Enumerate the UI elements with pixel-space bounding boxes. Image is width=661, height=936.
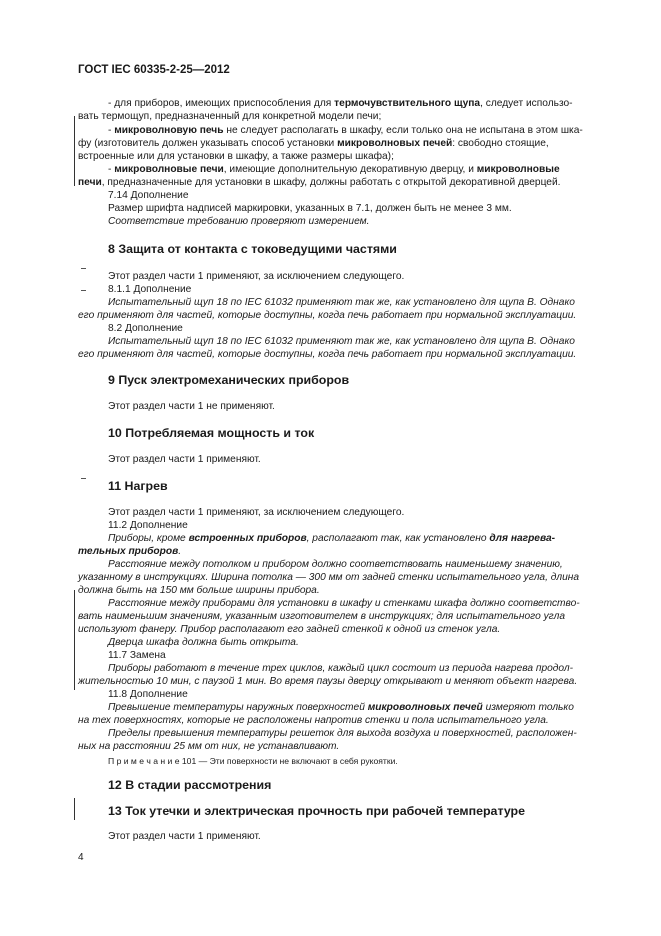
paragraph-line: Этот раздел части 1 применяют, за исключением следующего. [108,271,405,282]
paragraph-line: на тех поверхностях, которые не расположены напротив стенки и пола испытательного угла. [78,715,549,726]
paragraph-line: встроенные или для установки в шкафу, а также размеры шкафа); [78,151,394,162]
paragraph-line: указанному в инструкциях. Ширина потолка — 300 мм от задней стенки испытательного угла, длина [78,572,580,583]
section-heading: 8 Защита от контакта с токоведущими частями [108,242,397,256]
paragraph-line: вать термощуп, предназначенный для конкретной модели печи; [78,111,382,122]
clause-number: 7.14 Дополнение [108,190,189,201]
paragraph-line: должна быть на 150 мм больше ширины прибора. [78,585,320,596]
paragraph-line: Расстояние между приборами для установки в шкафу и стенками шкафа должно соответство- [108,598,580,609]
revision-mark [81,268,86,269]
paragraph-line: - микроволновые печи, имеющие дополнительную декоративную дверцу, и микроволновые [108,164,560,175]
change-bar [74,798,75,820]
revision-mark [81,290,86,291]
paragraph-line: фу (изготовитель должен указывать способ установки микроволновых печей: свободно стоящие, [78,138,549,149]
change-bar [74,116,75,186]
clause-number: 11.7 Замена [108,650,166,661]
paragraph-line: Дверца шкафа должна быть открыта. [108,637,299,648]
paragraph-line: - микроволновую печь не следует располагать в шкафу, если только она не испытана в этом шка- [108,125,583,136]
paragraph-line: Приборы работают в течение трех циклов, каждый цикл состоит из периода нагрева продол- [108,663,574,674]
section-heading: 12 В стадии рассмотрения [108,778,272,792]
paragraph-line: Пределы превышения температуры решеток для выхода воздуха и поверхностей, расположен- [108,728,577,739]
section-heading: 11 Нагрев [108,479,168,493]
section-heading: 9 Пуск электромеханических приборов [108,373,350,387]
clause-number: 8.2 Дополнение [108,323,183,334]
clause-number: 11.8 Дополнение [108,689,188,700]
clause-number: 8.1.1 Дополнение [108,284,192,295]
change-bar [74,590,75,690]
clause-number: 11.2 Дополнение [108,520,188,531]
paragraph-line: Расстояние между потолком и прибором должно соответствовать наименьшему значению, [108,559,563,570]
document-header: ГОСТ IEC 60335-2-25—2012 [78,64,230,76]
paragraph-line: Этот раздел части 1 применяют. [108,454,261,465]
paragraph-line: Испытательный щуп 18 по IEC 61032 применяют так же, как установлено для щупа В. Однако [108,297,575,308]
paragraph-line: его применяют для частей, которые доступны, когда печь работает при нормальной эксплуатации. [78,310,577,321]
paragraph-line: Этот раздел части 1 применяют, за исключением следующего. [108,507,405,518]
paragraph-line: ных на расстоянии 25 мм от них, не устанавливают. [78,741,340,752]
section-heading: 13 Ток утечки и электрическая прочность при рабочей температуре [108,804,526,818]
paragraph-line: печи, предназначенные для установки в шкафу, должны работать с открытой декоративной дверцей. [78,177,561,188]
paragraph-line: - для приборов, имеющих приспособления для термочувствительного щупа, следует использо- [108,98,573,109]
section-heading: 10 Потребляемая мощность и ток [108,426,315,440]
paragraph-line: Размер шрифта надписей маркировки, указанных в 7.1, должен быть не менее 3 мм. [108,203,512,214]
paragraph-line: жительностью 10 мин, с паузой 1 мин. Во время паузы дверцу открывают и меняют объект нагрева. [78,676,578,687]
paragraph-line: используют фанеру. Прибор располагают его задней стенкой к одной из стенок угла. [78,624,501,635]
note: П р и м е ч а н и е 101 — Эти поверхности не включают в себя рукоятки. [108,756,398,766]
paragraph-line: Приборы, кроме встроенных приборов, располагают так, как установлено для нагрева- [108,533,556,544]
compliance-line: Соответствие требованию проверяют измерением. [108,216,370,227]
paragraph-line: Этот раздел части 1 не применяют. [108,401,275,412]
paragraph-line: Этот раздел части 1 применяют. [108,831,261,842]
paragraph-line: Превышение температуры наружных поверхностей микроволновых печей измеряют только [108,702,574,713]
paragraph-line: его применяют для частей, которые доступны, когда печь работает при нормальной эксплуатации. [78,349,577,360]
paragraph-line: тельных приборов. [78,546,182,557]
page-number: 4 [78,852,84,863]
revision-mark [81,478,86,479]
paragraph-line: Испытательный щуп 18 по IEC 61032 применяют так же, как установлено для щупа В. Однако [108,336,575,347]
paragraph-line: вать наименьшим значениям, указанным изготовителем в инструкциях; для испытательного угла [78,611,565,622]
